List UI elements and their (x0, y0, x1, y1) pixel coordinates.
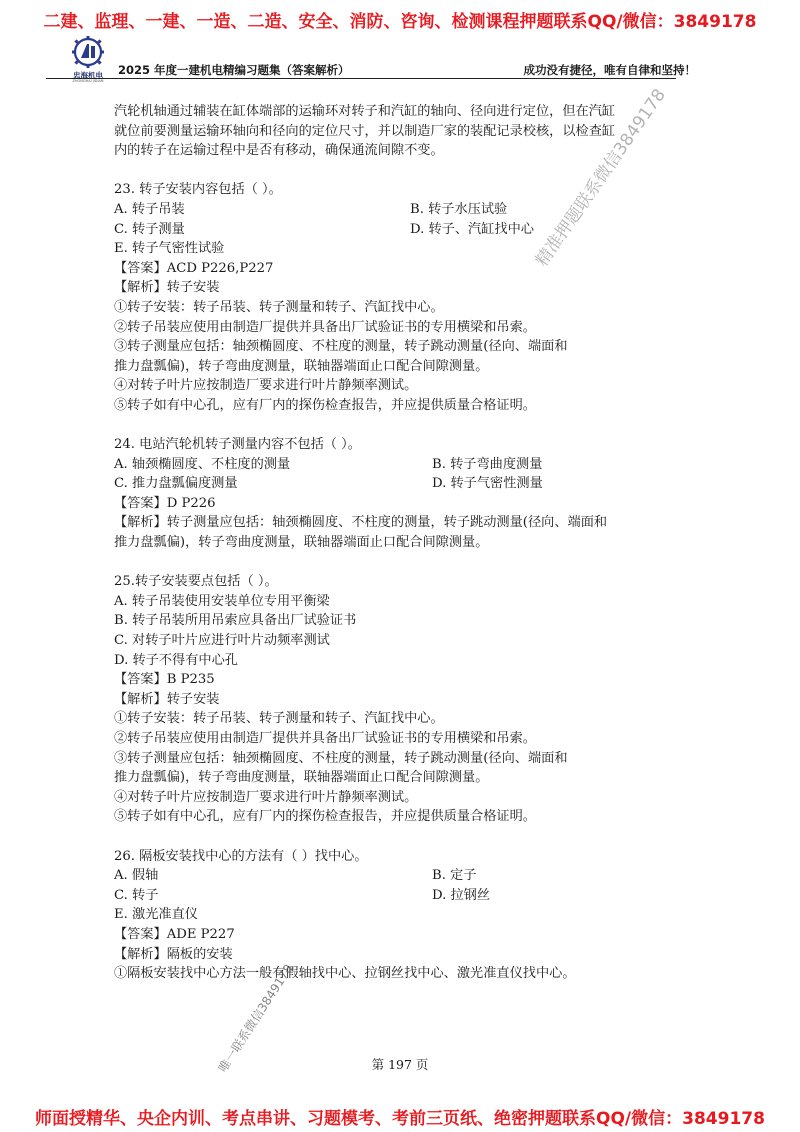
option-e: E. 转子气密性试验 (114, 241, 225, 257)
analysis-line: ①隔板安装找中心方法一般有假轴找中心、拉钢丝找中心、激光准直仪找中心。 (114, 966, 576, 982)
answer: 【答案】D P226 (114, 495, 216, 511)
option-c: C. 转子 (114, 887, 159, 903)
watermark: 唯一联系微信3849178 (215, 961, 296, 1075)
option-c: C. 推力盘瓢偏度测量 (114, 476, 238, 492)
option-d: D. 拉钢丝 (432, 887, 491, 903)
question-23-options-row (114, 200, 690, 220)
option-c: C. 转子测量 (114, 221, 185, 237)
analysis-line: 推力盘瓢偏)，转子弯曲度测量，联轴器端面止口配合间隙测量。 (114, 770, 489, 786)
question-24-stem: 24. 电站汽轮机转子测量内容不包括（ ）。 (114, 437, 361, 453)
analysis-title: 【解析】转子安装 (114, 691, 220, 707)
option-a: A. 转子吊装 (114, 201, 185, 217)
analysis-line: ⑤转子如有中心孔，应有厂内的探伤检查报告，并应提供质量合格证明。 (114, 809, 536, 825)
question-26-options-row (114, 886, 690, 906)
option-b: B. 转子吊装所用吊索应具备出厂试验证书 (114, 613, 357, 629)
page-content (114, 102, 690, 984)
top-contact-banner: 二建、监理、一建、一造、二造、安全、消防、咨询、检测课程押题联系QQ/微信：3849178 (43, 12, 757, 32)
analysis-line: ④对转子叶片应按制造厂要求进行叶片静频率测试。 (114, 378, 418, 394)
analysis-line: ②转子吊装应使用由制造厂提供并具备出厂试验证书的专用横梁和吊索。 (114, 731, 536, 746)
intro-line: 汽轮机轴通过辅装在缸体端部的运输环对转子和汽缸的轴向、径向进行定位，但在汽缸 (114, 104, 616, 119)
intro-line: 内的转子在运输过程中是否有移动，确保通流间隙不变。 (114, 143, 444, 159)
question-23-stem: 23. 转子安装内容包括（ ）。 (114, 182, 282, 198)
logo-text: 忠海机电 (73, 71, 103, 80)
option-e: E. 激光准直仪 (114, 907, 198, 923)
analysis-line: ①转子安装：转子吊装、转子测量和转子、汽缸找中心。 (114, 711, 444, 727)
option-b: B. 定子 (432, 868, 477, 884)
analysis-title: 【解析】隔板的安装 (114, 946, 233, 962)
option-a: A. 轴颈椭圆度、不柱度的测量 (114, 456, 291, 472)
analysis-line: 推力盘瓢偏)，转子弯曲度测量，联轴器端面止口配合间隙测量。 (114, 358, 489, 374)
option-b: B. 转子水压试验 (410, 201, 508, 217)
analysis-line: ⑤转子如有中心孔，应有厂内的探伤检查报告，并应提供质量合格证明。 (114, 397, 536, 413)
answer: 【答案】ADE P227 (114, 926, 235, 942)
option-b: B. 转子弯曲度测量 (432, 456, 543, 472)
bottom-contact-banner: 师面授精华、央企内训、考点串讲、习题模考、考前三页纸、绝密押题联系QQ/微信：3849178 (35, 1109, 765, 1129)
analysis-line: ③转子测量应包括：轴颈椭圆度、不柱度的测量，转子跳动测量(径向、端面和 (114, 339, 568, 355)
option-d: D. 转子不得有中心孔 (114, 652, 238, 668)
intro-line: 就位前要测量运输环轴向和径向的定位尺寸，并以制造厂家的装配记录校核，以检查缸 (114, 123, 616, 139)
analysis-title: 【解析】转子安装 (114, 280, 220, 296)
logo-subtext: ZHONGHAI JIDIAN (72, 79, 104, 83)
option-a: A. 转子吊装使用安装单位专用平衡梁 (114, 593, 330, 609)
answer: 【答案】ACD P226,P227 (114, 260, 274, 276)
analysis-line: ③转子测量应包括：轴颈椭圆度、不柱度的测量，转子跳动测量(径向、端面和 (114, 750, 568, 766)
page-number: 第 197 页 (371, 1057, 429, 1072)
option-c: C. 对转子叶片应进行叶片动频率测试 (114, 633, 330, 649)
document-title: 2025 年度一建机电精编习题集（答案解析） (118, 63, 350, 77)
analysis-line: 推力盘瓢偏)，转子弯曲度测量，联轴器端面止口配合间隙测量。 (114, 535, 489, 551)
question-24-options-row (114, 474, 690, 494)
question-24-options-row (114, 455, 690, 475)
page-header (66, 34, 696, 83)
watermark: 精准押题联系微信3849178 (532, 85, 670, 271)
question-26-options-row (114, 866, 690, 886)
option-d: D. 转子、汽缸找中心 (410, 221, 534, 237)
analysis-line: ①转子安装：转子吊装、转子测量和转子、汽缸找中心。 (114, 299, 444, 315)
header-motto: 成功没有捷径，唯有自律和坚持！ (523, 63, 696, 77)
header-divider (46, 78, 676, 79)
question-26-stem: 26. 隔板安装找中心的方法有（ ）找中心。 (114, 848, 368, 864)
option-a: A. 假轴 (114, 868, 159, 884)
analysis-line: ④对转子叶片应按制造厂要求进行叶片静频率测试。 (114, 789, 418, 805)
analysis-line: 【解析】转子测量应包括：轴颈椭圆度、不柱度的测量，转子跳动测量(径向、端面和 (114, 515, 608, 531)
question-25-stem: 25.转子安装要点包括（ ）。 (114, 574, 278, 590)
question-23-options-row (114, 220, 690, 240)
analysis-line: ②转子吊装应使用由制造厂提供并具备出厂试验证书的专用横梁和吊索。 (114, 319, 536, 335)
answer: 【答案】B P235 (114, 672, 215, 688)
option-d: D. 转子气密性测量 (432, 476, 543, 492)
